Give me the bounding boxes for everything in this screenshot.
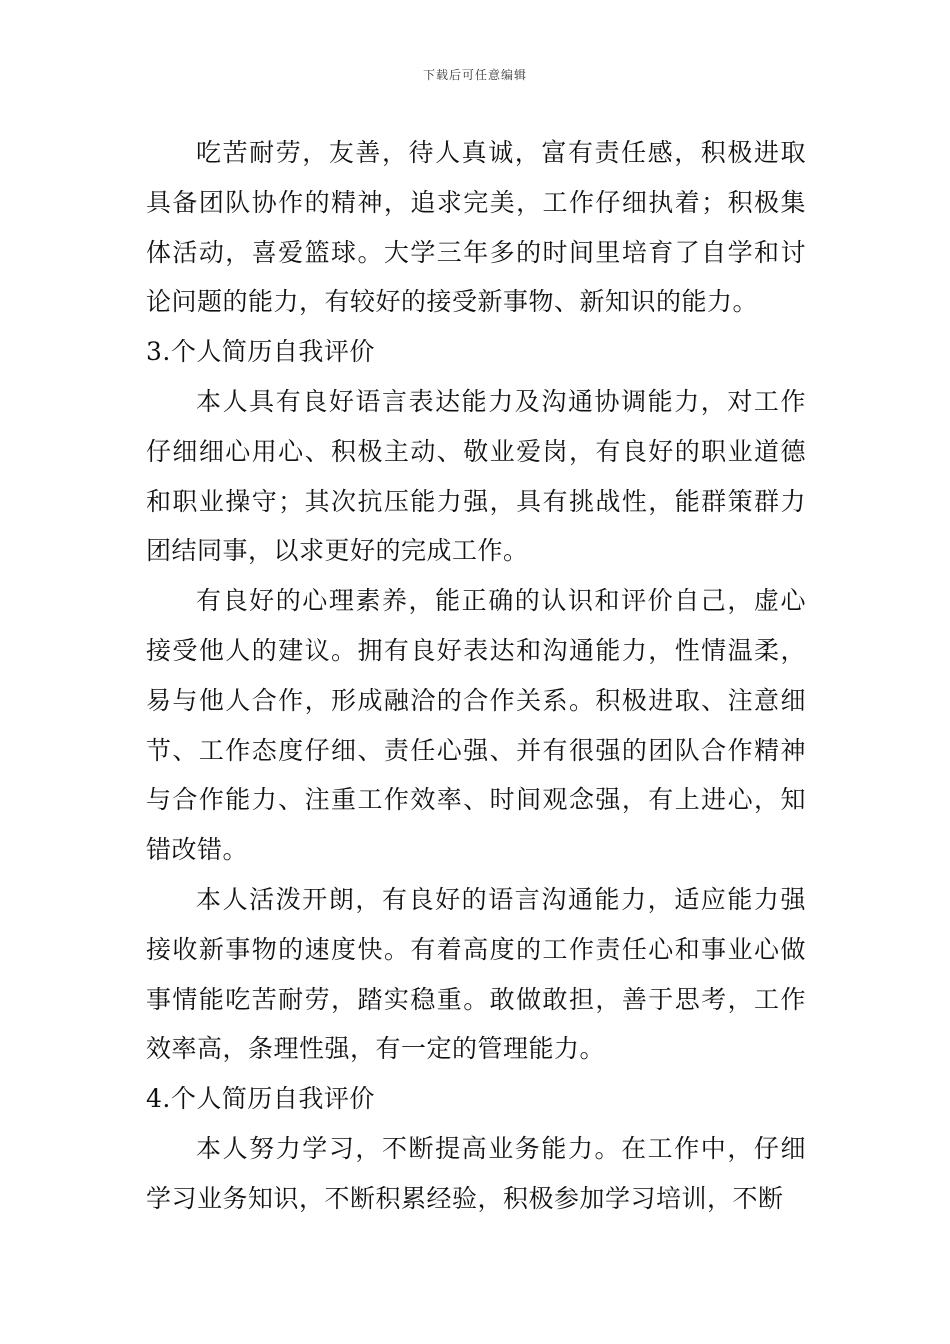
paragraph-1: 吃苦耐劳，友善，待人真诚，富有责任感，积极进取具备团队协作的精神，追求完美，工作仔细执着；积极集体活动，喜爱篮球。大学三年多的时间里培育了自学和讨论问题的能力，有较好的接受新事物、新知识的能力。 (146, 138, 806, 317)
paragraph-3: 有良好的心理素养，能正确的认识和评价自己，虚心接受他人的建议。拥有良好表达和沟通能力，性情温柔，易与他人合作，形成融洽的合作关系。积极进取、注意细节、工作态度仔细、责任心强、并有很强的团队合作精神与合作能力、注重工作效率、时间观念强，有上进心，知错改错。 (146, 586, 806, 865)
paragraph-2: 本人具有良好语言表达能力及沟通协调能力，对工作仔细细心用心、积极主动、敬业爱岗，有良好的职业道德和职业操守；其次抗压能力强，具有挑战性，能群策群力团结同事，以求更好的完成工作。 (146, 386, 806, 566)
section-heading-3: 3.个人简历自我评价 (146, 337, 375, 367)
paragraph-5: 本人努力学习，不断提高业务能力。在工作中，仔细学习业务知识，不断积累经验，积极参加学习培训，不断 (146, 1133, 806, 1213)
document-body (146, 128, 806, 1224)
page-header: 下载后可任意编辑 (422, 68, 527, 82)
section-heading-4: 4.个人简历自我评价 (146, 1084, 375, 1114)
paragraph-4: 本人活泼开朗，有良好的语言沟通能力，适应能力强接收新事物的速度快。有着高度的工作责任心和事业心做事情能吃苦耐劳，踏实稳重。敢做敢担，善于思考，工作效率高，条理性强，有一定的管理能力。 (146, 884, 806, 1064)
